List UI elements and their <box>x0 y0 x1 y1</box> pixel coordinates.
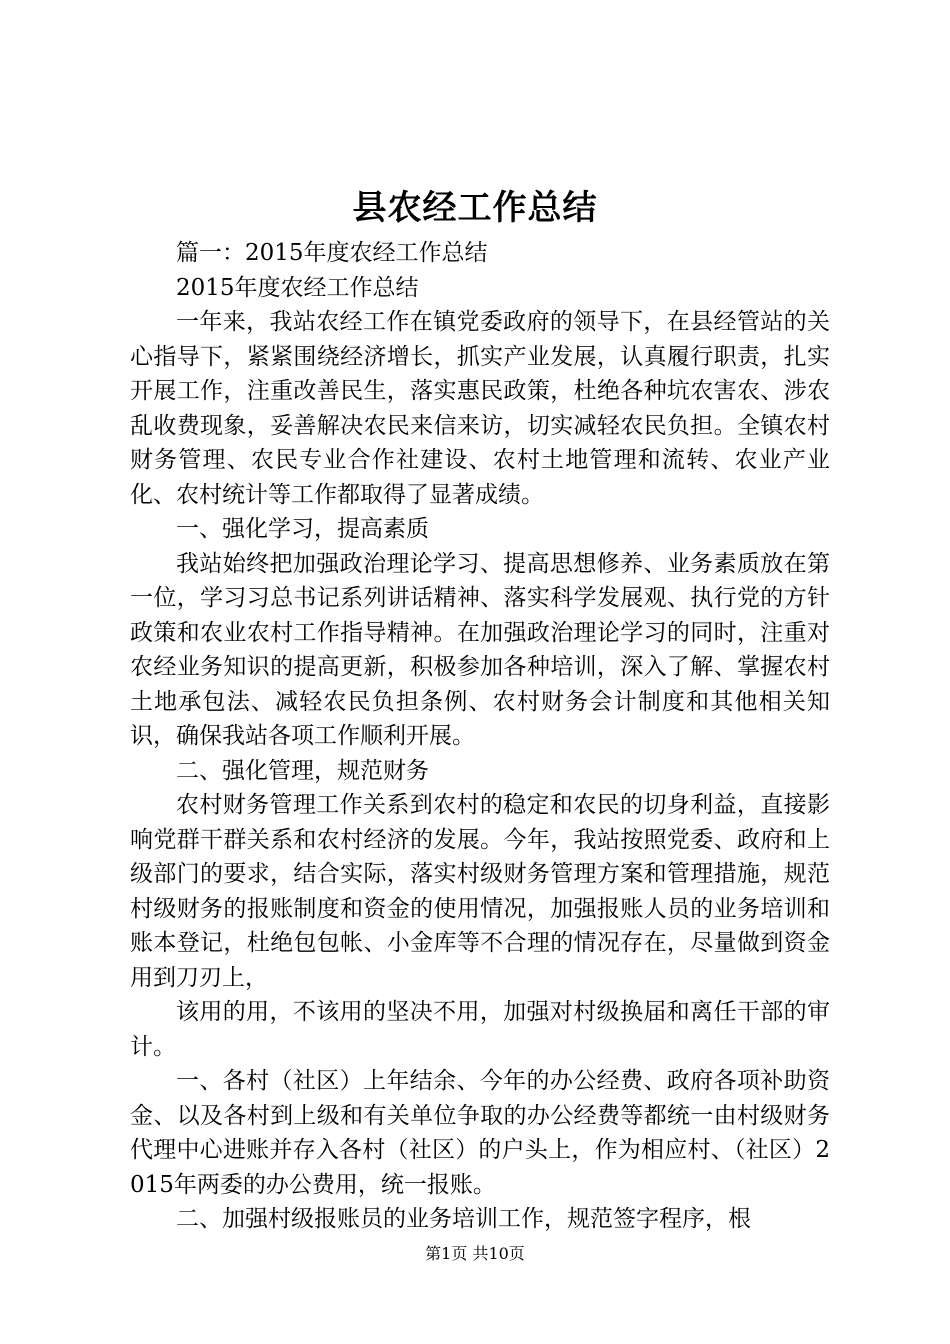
paragraph-subtitle: 2015年度农经工作总结 <box>176 274 419 301</box>
paragraph-item-1: 一、各村（社区）上年结余、今年的办公经费、政府各项补助资金、以及各村到上级和有关单位争取的办公经费等都统一由村级财务代理中心进账并存入各村（社区）的户头上，作为相应村、（社区）2015年两委的办公费用，统一报账。 <box>130 1068 830 1198</box>
paragraph-section-heading: 篇一：2015年度农经工作总结 <box>176 240 488 266</box>
document-title: 县农经工作总结 <box>352 188 598 228</box>
paragraph-item-2: 二、加强村级报账员的业务培训工作，规范签字程序，根 <box>176 1206 751 1232</box>
paragraph-management-cont: 该用的用，不该用的坚决不用，加强对村级换届和离任干部的审计。 <box>130 999 830 1060</box>
document-body <box>130 236 830 1237</box>
paragraph-heading-management: 二、强化管理，规范财务 <box>176 757 429 784</box>
paragraph-study: 我站始终把加强政治理论学习、提高思想修养、业务素质放在第一位，学习习总书记系列讲话精神、落实科学发展观、执行党的方针政策和农业农村工作指导精神。在加强政治理论学习的同时，注重对农经业务知识的提高更新，积极参加各种培训，深入了解、掌握农村土地承包法、减轻农民负担条例、农村财务会计制度和其他相关知识，确保我站各项工作顺利开展。 <box>130 550 830 749</box>
page-number: 第1页 共10页 <box>425 1244 525 1263</box>
paragraph-management: 农村财务管理工作关系到农村的稳定和农民的切身利益，直接影响党群干群关系和农村经济的发展。今年，我站按照党委、政府和上级部门的要求，结合实际，落实村级财务管理方案和管理措施，规范村级财务的报账制度和资金的使用情况，加强报账人员的业务培训和账本登记，杜绝包包帐、小金库等不合理的情况存在，尽量做到资金用到刀刃上， <box>130 792 830 991</box>
paragraph-intro: 一年来，我站农经工作在镇党委政府的领导下，在县经管站的关心指导下，紧紧围绕经济增长，抓实产业发展，认真履行职责，扎实开展工作，注重改善民生，落实惠民政策，杜绝各种坑农害农、涉农乱收费现象，妥善解决农民来信来访，切实减轻农民负担。全镇农村财务管理、农民专业合作社建设、农村土地管理和流转、农业产业化、农村统计等工作都取得了显著成绩。 <box>130 309 830 508</box>
paragraph-heading-study: 一、强化学习，提高素质 <box>176 516 429 542</box>
